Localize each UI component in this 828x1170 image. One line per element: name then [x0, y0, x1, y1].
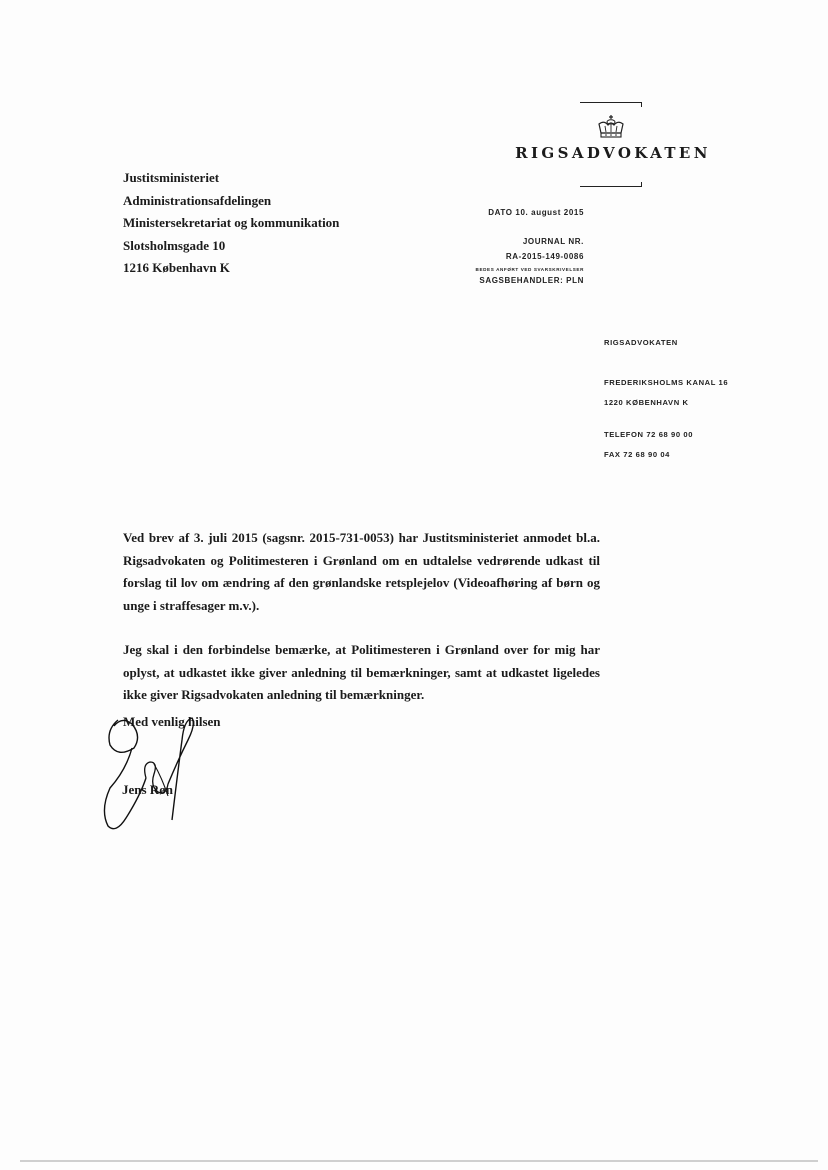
sender-city: 1220 KØBENHAVN K [604, 398, 689, 407]
sender-address [604, 338, 728, 465]
letterhead-logo [498, 98, 728, 194]
body-paragraph: Ved brev af 3. juli 2015 (sagsnr. 2015-731-0053) har Justitsministeriet anmodet bl.a. Rigsadvokaten og Politimesteren i Grønland om en udtalelse vedrørende udkast til forslag til lov om ændring af den grønlandske retsplejelov (Videoafhøring af børn og unge i straffesager m.v.). [123, 530, 600, 613]
journal-label: JOURNAL NR. [522, 237, 584, 246]
signature-scribble [96, 700, 216, 840]
recipient-line: Administrationsafdelingen [123, 192, 272, 208]
sender-org: RIGSADVOKATEN [604, 338, 678, 347]
recipient-line: 1216 København K [123, 260, 230, 275]
sender-fax: FAX 72 68 90 04 [604, 450, 670, 459]
logo-bottom-rule [580, 186, 642, 187]
letter-date: DATO 10. august 2015 [488, 208, 584, 217]
sender-phone: TELEFON 72 68 90 00 [604, 430, 694, 439]
letter-body [123, 527, 600, 729]
recipient-line: Slotsholmsgade 10 [123, 237, 226, 253]
body-paragraph: Jeg skal i den forbindelse bemærke, at Politimesteren i Grønland over for mig har oplyst, at udkastet ikke giver anledning til bemærkninger, samt at udkastet ligeledes ikke giver Rigsadvokaten anledning til bemærkninger. [123, 642, 600, 702]
closing-greeting: Med venlig hilsen [123, 714, 221, 729]
sender-street: FREDERIKSHOLMS KANAL 16 [604, 378, 729, 387]
recipient-address [123, 167, 339, 280]
logo-top-rule [580, 102, 642, 103]
scan-edge [20, 1160, 818, 1162]
journal-number: RA-2015-149-0086 [505, 252, 584, 261]
letter-meta [476, 208, 584, 285]
signer-name: Jens Røn [122, 782, 173, 797]
logo-name: RIGSADVOKATEN [515, 144, 711, 162]
crown-icon [596, 114, 626, 140]
caseworker: SAGSBEHANDLER: PLN [479, 276, 584, 285]
reference-note: BEDES ANFØRT VED SVARSKRIVELSER [475, 267, 584, 272]
recipient-line: Justitsministeriet [123, 170, 220, 185]
recipient-line: Ministersekretariat og kommunikation [123, 215, 340, 230]
